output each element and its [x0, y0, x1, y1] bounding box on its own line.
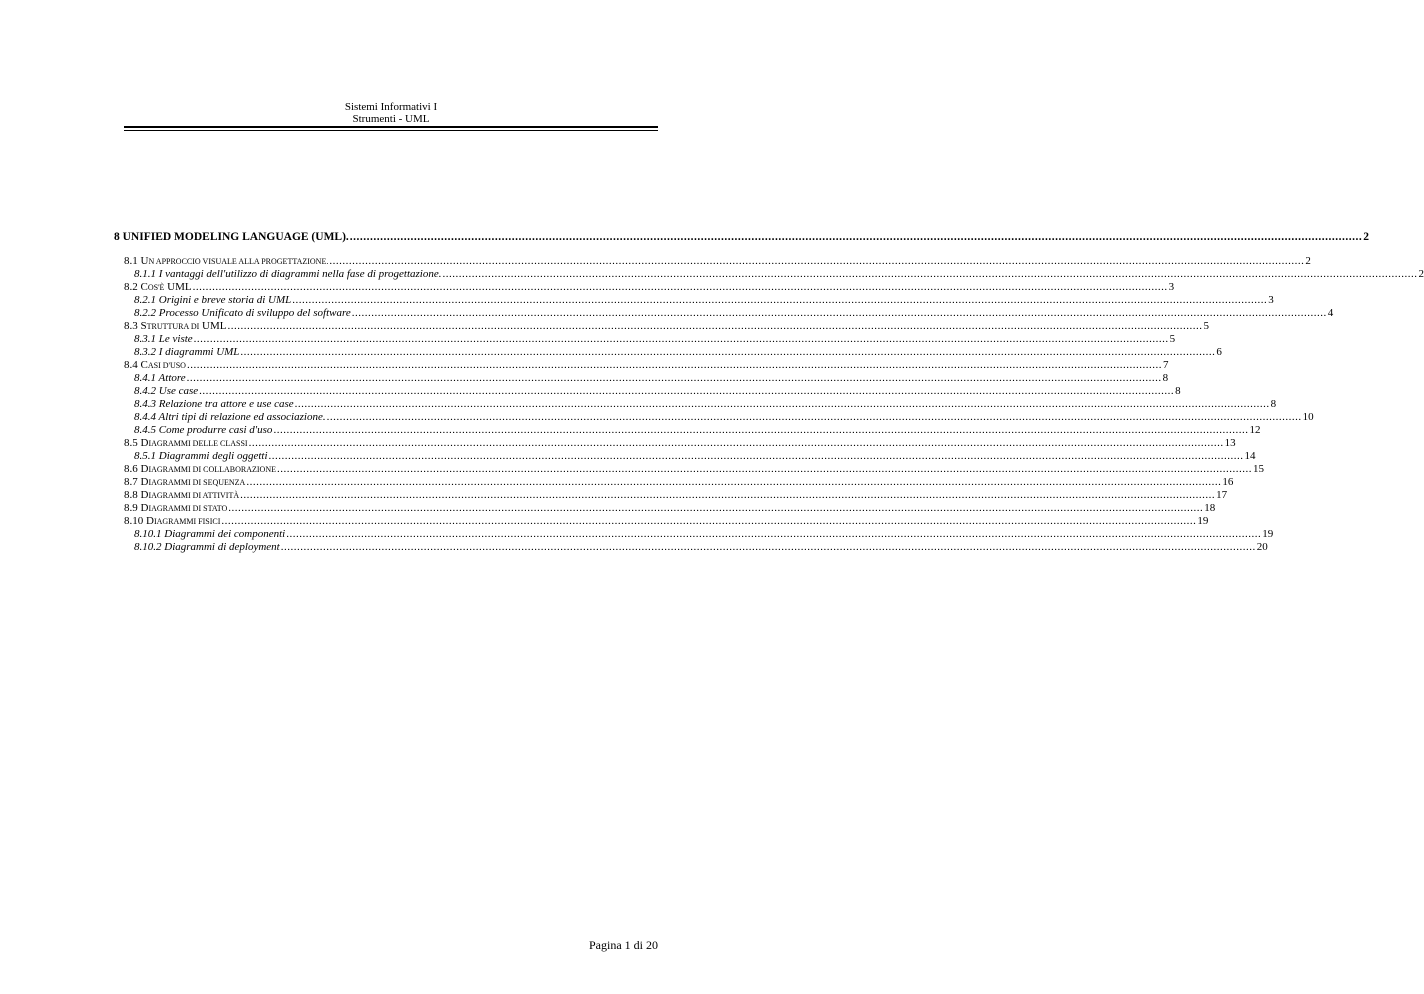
table-of-contents: [114, 230, 1424, 554]
toc-entry[interactable]: [114, 450, 1256, 463]
toc-entry-title: 8.4.4 Altri tipi di relazione ed associazione.: [134, 411, 326, 423]
toc-entry[interactable]: [114, 398, 1277, 411]
toc-leader-dots: ............................................................................................................................................................................................................................................................................................................: [442, 268, 1418, 280]
toc-entry[interactable]: [114, 502, 1216, 515]
toc-entry[interactable]: [114, 307, 1334, 320]
toc-leader-dots: ............................................................................................................................................................................................................................................................................................................: [268, 450, 1244, 462]
toc-entry[interactable]: [114, 515, 1209, 528]
toc-leader-dots: ............................................................................................................................................................................................................................................................................................................: [240, 489, 1216, 501]
toc-leader-dots: ............................................................................................................................................................................................................................................................................................................: [193, 333, 1169, 345]
toc-entry-page: 2: [1305, 255, 1311, 267]
toc-entry-title: 8.5 DIAGRAMMI DELLE CLASSI: [124, 437, 248, 449]
header-subtitle: Strumenti - UML: [352, 113, 430, 125]
toc-entry[interactable]: [114, 541, 1268, 554]
toc-entry-page: 10: [1302, 411, 1314, 423]
toc-leader-dots: ............................................................................................................................................................................................................................................................................................................: [221, 515, 1197, 527]
toc-entry[interactable]: [114, 385, 1181, 398]
toc-entry-title: 8.7 DIAGRAMMI DI SEQUENZA: [124, 476, 246, 488]
toc-entry[interactable]: [114, 281, 1175, 294]
toc-entry[interactable]: [114, 320, 1209, 333]
toc-entry-page: 4: [1327, 307, 1334, 319]
toc-entry-title: 8.6 DIAGRAMMI DI COLLABORAZIONE: [124, 463, 276, 475]
toc-entry[interactable]: [114, 424, 1261, 437]
toc-entry-page: 17: [1216, 489, 1228, 501]
toc-entry-page: 16: [1222, 476, 1234, 488]
toc-entry-title: 8.4.2 Use case: [134, 385, 199, 397]
page-header: [124, 101, 658, 125]
toc-leader-dots: ............................................................................................................................................................................................................................................................................................................: [280, 541, 1256, 553]
toc-leader-dots: ............................................................................................................................................................................................................................................................................................................: [186, 372, 1162, 384]
toc-entry-title: 8.4.3 Relazione tra attore e use case: [134, 398, 294, 410]
toc-leader-dots: ............................................................................................................................................................................................................................................................................................................: [192, 281, 1168, 293]
toc-entry[interactable]: [114, 346, 1222, 359]
toc-entry-page: 2: [1418, 268, 1424, 280]
toc-entry-page: 19: [1197, 515, 1209, 527]
toc-entry-page: 3: [1268, 294, 1274, 306]
toc-leader-dots: ............................................................................................................................................................................................................................................................................................................: [186, 359, 1162, 371]
toc-entry[interactable]: [114, 230, 1370, 245]
toc-entry-title: 8.1 UN APPROCCIO VISUALE ALLA PROGETTAZIONE.: [124, 255, 329, 267]
toc-entry[interactable]: [114, 268, 1424, 281]
toc-leader-dots: ............................................................................................................................................................................................................................................................................................................: [349, 231, 1363, 243]
toc-leader-dots: ............................................................................................................................................................................................................................................................................................................: [277, 463, 1252, 475]
toc-entry[interactable]: [114, 333, 1176, 346]
toc-entry[interactable]: [114, 372, 1169, 385]
toc-entry-page: 8: [1162, 372, 1169, 384]
toc-entry-page: 2: [1363, 231, 1370, 243]
toc-leader-dots: ............................................................................................................................................................................................................................................................................................................: [228, 502, 1204, 514]
toc-leader-dots: ............................................................................................................................................................................................................................................................................................................: [199, 385, 1175, 397]
toc-entry-title: 8.10 DIAGRAMMI FISICI: [124, 515, 221, 527]
toc-entry[interactable]: [114, 489, 1228, 502]
toc-leader-dots: ............................................................................................................................................................................................................................................................................................................: [351, 307, 1327, 319]
toc-leader-dots: ............................................................................................................................................................................................................................................................................................................: [286, 528, 1262, 540]
header-rule-thick: [124, 126, 658, 128]
toc-entry-title: 8.8 DIAGRAMMI DI ATTIVITÀ: [124, 489, 240, 501]
toc-entry-page: 12: [1249, 424, 1261, 436]
toc-entry-page: 13: [1224, 437, 1236, 449]
toc-leader-dots: ............................................................................................................................................................................................................................................................................................................: [326, 411, 1302, 423]
toc-entry-page: 15: [1253, 463, 1264, 475]
toc-entry-page: 20: [1256, 541, 1268, 553]
toc-entry-title: 8.3.2 I diagrammi UML: [134, 346, 240, 358]
toc-entry[interactable]: [114, 411, 1314, 424]
toc-entry-page: 18: [1204, 502, 1216, 514]
page-footer: Pagina 1 di 20: [589, 938, 658, 952]
header-rule-thin: [124, 130, 658, 131]
toc-leader-dots: ............................................................................................................................................................................................................................................................................................................: [246, 476, 1222, 488]
toc-entry-page: 6: [1216, 346, 1222, 358]
toc-entry[interactable]: [114, 437, 1236, 450]
toc-entry-page: 5: [1203, 320, 1209, 332]
toc-leader-dots: ............................................................................................................................................................................................................................................................................................................: [240, 346, 1216, 358]
header-title: Sistemi Informativi I: [344, 101, 438, 113]
toc-entry-title: 8.2.1 Origini e breve storia di UML: [134, 294, 292, 306]
toc-leader-dots: ............................................................................................................................................................................................................................................................................................................: [329, 255, 1305, 267]
toc-leader-dots: ............................................................................................................................................................................................................................................................................................................: [292, 294, 1268, 306]
toc-entry-page: 8: [1270, 398, 1277, 410]
toc-entry-title: 8.5.1 Diagrammi degli oggetti: [134, 450, 268, 462]
toc-entry[interactable]: [114, 528, 1274, 541]
toc-entry-title: 8.10.2 Diagrammi di deployment: [134, 541, 280, 553]
toc-entry[interactable]: [114, 463, 1264, 476]
toc-entry[interactable]: [114, 255, 1311, 268]
toc-entry-page: 19: [1262, 528, 1274, 540]
toc-entry-page: 7: [1162, 359, 1169, 371]
toc-entry-title: 8.2 COS'È UML: [124, 281, 192, 293]
toc-entry[interactable]: [114, 359, 1169, 372]
toc-entry-title: 8 UNIFIED MODELING LANGUAGE (UML).: [114, 231, 349, 243]
toc-entry-title: 8.4 CASI D'USO: [124, 359, 186, 371]
toc-entry-title: 8.4.5 Come produrre casi d'uso: [134, 424, 273, 436]
toc-entry-title: 8.10.1 Diagrammi dei componenti: [134, 528, 286, 540]
toc-entry-title: 8.3.1 Le viste: [134, 333, 193, 345]
toc-entry-title: 8.9 DIAGRAMMI DI STATO: [124, 502, 228, 514]
toc-entry-title: 8.2.2 Processo Unificato di sviluppo del software: [134, 307, 351, 319]
toc-leader-dots: ............................................................................................................................................................................................................................................................................................................: [294, 398, 1270, 410]
toc-entry[interactable]: [114, 294, 1274, 307]
toc-entry-page: 5: [1169, 333, 1176, 345]
toc-entry-title: 8.3 STRUTTURA DI UML: [124, 320, 227, 332]
toc-entry-page: 14: [1244, 450, 1256, 462]
toc-entry-page: 3: [1168, 281, 1175, 293]
toc-entry-title: 8.1.1 I vantaggi dell'utilizzo di diagrammi nella fase di progettazione.: [134, 268, 442, 280]
toc-leader-dots: ............................................................................................................................................................................................................................................................................................................: [227, 320, 1203, 332]
toc-leader-dots: ............................................................................................................................................................................................................................................................................................................: [273, 424, 1249, 436]
toc-entry[interactable]: [114, 476, 1234, 489]
toc-entry-title: 8.4.1 Attore: [134, 372, 186, 384]
toc-leader-dots: ............................................................................................................................................................................................................................................................................................................: [248, 437, 1224, 449]
toc-entry-page: 8: [1175, 385, 1181, 397]
